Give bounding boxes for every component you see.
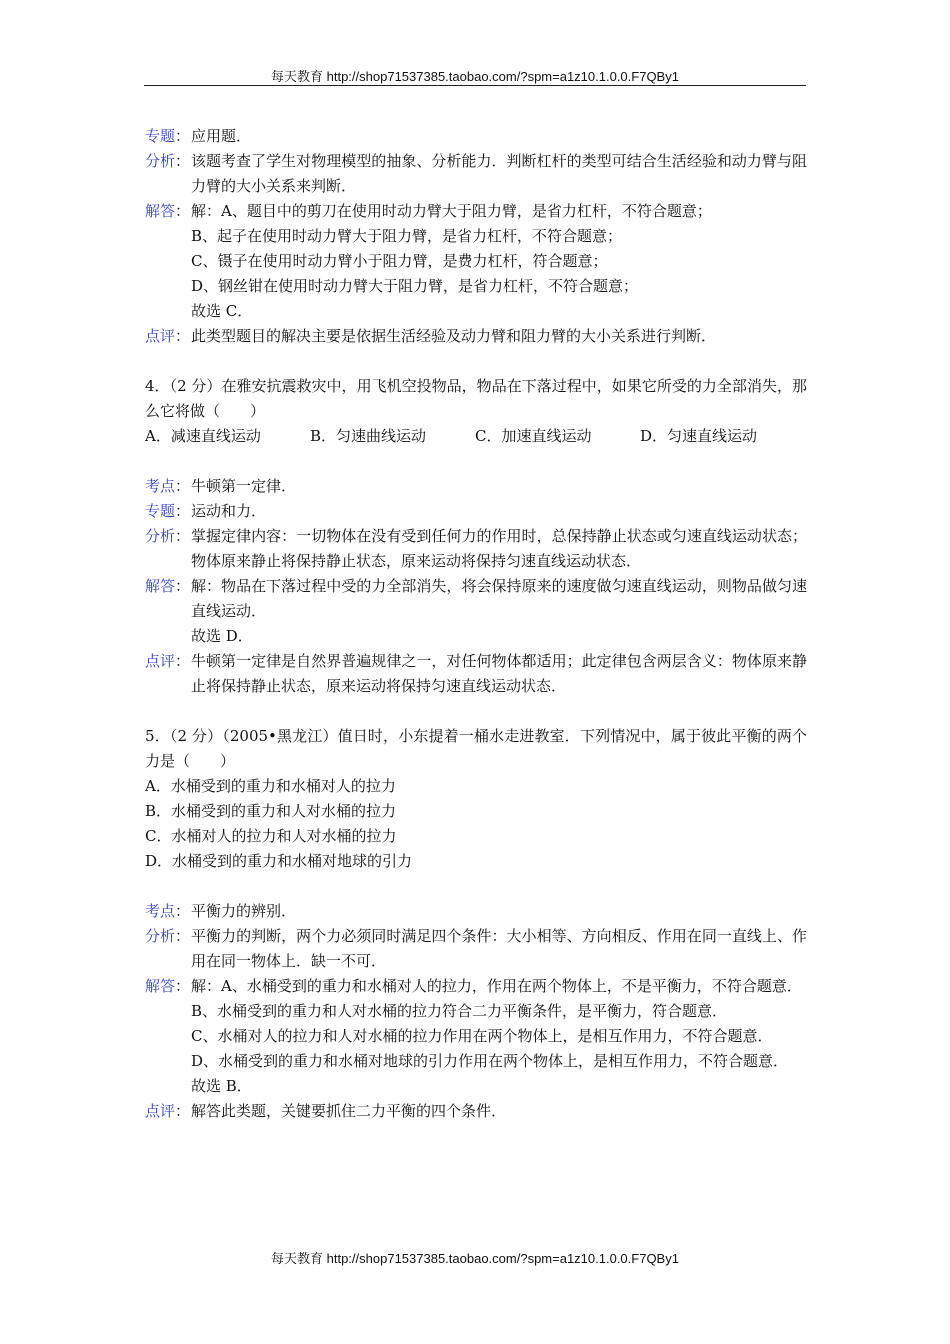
label-jieda: 解答： [145,577,191,595]
label-fenxi: 分析： [145,527,191,545]
q4-option-b: B．匀速曲线运动 [310,427,427,445]
q4-jieda-line: 解：物品在下落过程中受的力全部消失，将会保持原来的速度做匀速直线运动，则物品做匀速直线运动． [191,577,807,620]
q5-jieda-line: D、水桶受到的重力和水桶对地球的引力作用在两个物体上，是相互作用力，不符合题意． [191,1052,789,1070]
page-footer: 每天教育 http://shop71537385.taobao.com/?spm=a1z10.1.0.0.F7QBy1 [271,1251,679,1266]
q5-dianping [145,1099,807,1124]
document-body [145,124,807,1124]
label-kaodian: 考点： [145,477,191,495]
q4-jieda [145,574,807,649]
q3-jieda-line: 故选 C． [191,302,253,320]
q5-kaodian-text: 平衡力的辨别． [191,902,297,920]
q4-stem: 4．（2 分）在雅安抗震救灾中，用飞机空投物品，物品在下落过程中，如果它所受的力全部消失，那么它将做（ ） [145,377,807,420]
q4-kaodian [145,474,807,499]
q3-dianping [145,324,807,349]
q5-option-d: D．水桶受到的重力和水桶对地球的引力 [145,852,413,870]
q5-fenxi-text: 平衡力的判断，两个力必须同时满足四个条件：大小相等、方向相反、作用在同一直线上、作用在同一物体上．缺一不可． [191,927,807,970]
q3-fenxi [145,149,807,199]
q4-option-d: D．匀速直线运动 [640,427,758,445]
q4-options [145,424,807,449]
label-zhuanti: 专题： [145,502,191,520]
q5-stem: 5．（2 分）（2005•黑龙江）值日时，小东提着一桶水走进教室．下列情况中，属于彼此平衡的两个力是（ ） [145,727,807,770]
label-fenxi: 分析： [145,927,191,945]
q4-fenxi-text: 掌握定律内容：一切物体在没有受到任何力的作用时，总保持静止状态或匀速直线运动状态；物体原来静止将保持静止状态，原来运动将保持匀速直线运动状态． [191,527,807,570]
q5-kaodian [145,899,807,924]
label-kaodian: 考点： [145,902,191,920]
q3-jieda-line: C、镊子在使用时动力臂小于阻力臂，是费力杠杆，符合题意； [191,252,608,270]
q3-jieda-line: D、钢丝钳在使用时动力臂大于阻力臂，是省力杠杆，不符合题意； [191,277,639,295]
q4-kaodian-text: 牛顿第一定律． [191,477,297,495]
q5-option-a: A．水桶受到的重力和水桶对人的拉力 [145,777,396,795]
q5-jieda-line: 故选 B． [191,1077,252,1095]
q4-jieda-line: 故选 D． [191,627,253,645]
q5-option-c: C．水桶对人的拉力和人对水桶的拉力 [145,827,397,845]
q4-zhuanti-text: 运动和力． [191,502,267,520]
q4-zhuanti [145,499,807,524]
q4-option-c: C．加速直线运动 [475,427,592,445]
label-dianping: 点评： [145,652,191,670]
label-zhuanti: 专题： [145,127,191,145]
label-jieda: 解答： [145,202,191,220]
q3-jieda [145,199,807,324]
q5-jieda-line: 解：A、水桶受到的重力和水桶对人的拉力，作用在两个物体上，不是平衡力，不符合题意． [191,977,802,995]
q3-dianping-text: 此类型题目的解决主要是依据生活经验及动力臂和阻力臂的大小关系进行判断． [191,327,717,345]
q5-jieda [145,974,807,1099]
label-jieda: 解答： [145,977,191,995]
page-header: 每天教育 http://shop71537385.taobao.com/?spm=a1z10.1.0.0.F7QBy1 [271,69,679,84]
q5-dianping-text: 解答此类题，关键要抓住二力平衡的四个条件． [191,1102,507,1120]
q5-fenxi [145,924,807,974]
q3-zhuanti-text: 应用题． [191,127,252,145]
q4-fenxi [145,524,807,574]
label-fenxi: 分析： [145,152,191,170]
q5-jieda-line: B、水桶受到的重力和人对水桶的拉力符合二力平衡条件，是平衡力，符合题意． [191,1002,728,1020]
q5-option-b: B．水桶受到的重力和人对水桶的拉力 [145,802,397,820]
q3-jieda-line: B、起子在使用时动力臂大于阻力臂，是省力杠杆，不符合题意； [191,227,623,245]
label-dianping: 点评： [145,1102,191,1120]
label-dianping: 点评： [145,327,191,345]
q3-zhuanti [145,124,807,149]
q5-jieda-line: C、水桶对人的拉力和人对水桶的拉力作用在两个物体上，是相互作用力，不符合题意． [191,1027,773,1045]
header-divider [144,85,806,86]
q4-option-a: A．减速直线运动 [145,427,261,445]
q3-fenxi-text: 该题考查了学生对物理模型的抽象、分析能力．判断杠杆的类型可结合生活经验和动力臂与阻力臂的大小关系来判断． [191,152,807,195]
q4-dianping-text: 牛顿第一定律是自然界普遍规律之一，对任何物体都适用；此定律包含两层含义：物体原来静止将保持静止状态，原来运动将保持匀速直线运动状态． [191,652,807,695]
q4-dianping [145,649,807,699]
q3-jieda-line: 解：A、题目中的剪刀在使用时动力臂大于阻力臂，是省力杠杆，不符合题意； [191,202,712,220]
